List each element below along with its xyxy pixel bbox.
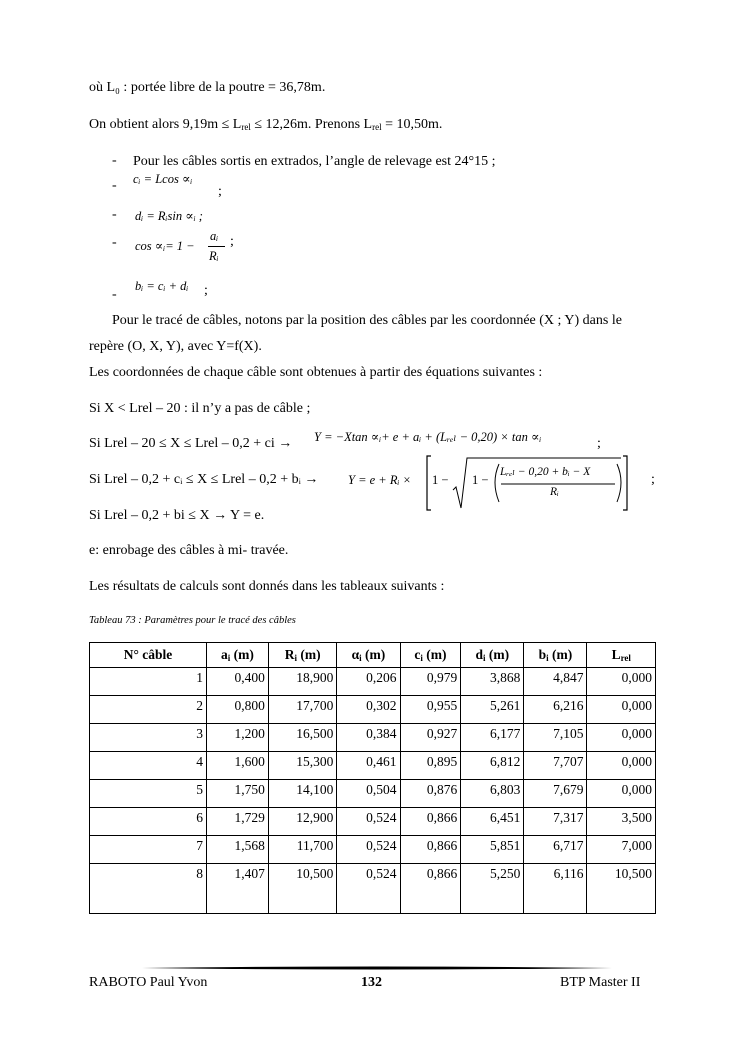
table-cell: 0,524 <box>337 836 400 864</box>
equation-cos: cos ∝ᵢ= 1 − <box>135 239 195 253</box>
table-cell: 0,895 <box>400 752 461 780</box>
condition-3: Si Lrel – 0,2 + cᵢ ≤ X ≤ Lrel – 0,2 + bᵢ → <box>89 472 319 487</box>
condition-2-equation: Y = −Xtan ∝ᵢ+ e + aᵢ + (Lᵣₑₗ − 0,20) × tan ∝ᵢ <box>314 430 542 444</box>
table-cell: 0,524 <box>337 808 400 836</box>
table-cell: 0,979 <box>400 668 461 696</box>
equation-ci: cᵢ = Lcos ∝ᵢ <box>133 172 193 186</box>
table-cell: 1 <box>90 668 207 696</box>
equation-cos-numerator: aᵢ <box>210 229 219 243</box>
bullet-dash: - <box>112 235 117 250</box>
footer-divider <box>142 966 612 970</box>
bullet-dash: - <box>112 178 117 193</box>
table-cell: 7,707 <box>524 752 587 780</box>
table-cell: 0,000 <box>587 752 656 780</box>
table-cell: 0,384 <box>337 724 400 752</box>
table-cell: 0,461 <box>337 752 400 780</box>
table-cell: 7 <box>90 836 207 864</box>
bullet-dash: - <box>112 287 117 302</box>
equation-di: dᵢ = Rᵢsin ∝ᵢ ; <box>135 209 203 223</box>
table-cell: 8 <box>90 864 207 914</box>
table-row <box>90 724 656 752</box>
condition-3-inner-one: 1 − <box>472 473 489 487</box>
table-cell: 6,451 <box>461 808 524 836</box>
table-caption: Tableau 73 : Paramètres pour le tracé des câbles <box>89 615 296 626</box>
column-header: $R_i$ (m) <box>268 643 336 668</box>
table-cell: 6,812 <box>461 752 524 780</box>
paragraph-trace-line2: repère (O, X, Y), avec Y=f(X). <box>89 339 262 354</box>
table-cell: 10,500 <box>587 864 656 914</box>
table-cell: 7,000 <box>587 836 656 864</box>
table-cell: 0,206 <box>337 668 400 696</box>
table-cell: 6 <box>90 808 207 836</box>
page-number: 132 <box>361 975 382 990</box>
equation-bi: bᵢ = cᵢ + dᵢ <box>135 279 189 293</box>
condition-2: Si Lrel – 20 ≤ X ≤ Lrel – 0,2 + ci → <box>89 436 293 451</box>
table-cell: 14,100 <box>268 780 336 808</box>
table-cell: 1,407 <box>207 864 269 914</box>
table-cell: 3 <box>90 724 207 752</box>
table-cell: 5 <box>90 780 207 808</box>
condition-3-numerator: Lᵣₑₗ − 0,20 + bᵢ − X <box>500 466 591 478</box>
paragraph-enrobage: e: enrobage des câbles à mi- travée. <box>89 543 289 558</box>
table-cell: 3,500 <box>587 808 656 836</box>
table-cell: 0,866 <box>400 808 461 836</box>
column-header: $b_i$ (m) <box>524 643 587 668</box>
table-row <box>90 808 656 836</box>
table-cell: 7,105 <box>524 724 587 752</box>
table-cell: 1,568 <box>207 836 269 864</box>
column-header: $L_{rel}$ <box>587 643 656 668</box>
condition-3-one: 1 − <box>432 473 449 487</box>
condition-3-denominator: Rᵢ <box>550 486 559 498</box>
table-cell: 0,800 <box>207 696 269 724</box>
paragraph-lrel-range: On obtient alors 9,19m ≤ Lrel ≤ 12,26m. Prenons Lrel = 10,50m. <box>89 117 443 132</box>
table-cell: 6,216 <box>524 696 587 724</box>
paragraph-coordinates: Les coordonnées de chaque câble sont obtenues à partir des équations suivantes : <box>89 365 543 380</box>
cable-parameters-table <box>89 642 656 914</box>
footer-author: RABOTO Paul Yvon <box>89 975 208 990</box>
table-cell: 6,803 <box>461 780 524 808</box>
condition-3-end: ; <box>651 472 655 487</box>
table-cell: 0,866 <box>400 864 461 914</box>
table-cell: 0,000 <box>587 780 656 808</box>
bullet-dash: - <box>112 153 117 168</box>
table-cell: 17,700 <box>268 696 336 724</box>
condition-3-equation-left: Y = e + Rᵢ × <box>348 473 412 487</box>
table-cell: 12,900 <box>268 808 336 836</box>
table-row <box>90 836 656 864</box>
table-cell: 0,302 <box>337 696 400 724</box>
table-cell: 7,317 <box>524 808 587 836</box>
table-cell: 2 <box>90 696 207 724</box>
table-cell: 6,116 <box>524 864 587 914</box>
table-cell: 0,866 <box>400 836 461 864</box>
table-row <box>90 780 656 808</box>
fraction-bar <box>208 246 225 247</box>
table-cell: 6,177 <box>461 724 524 752</box>
table-cell: 4 <box>90 752 207 780</box>
table-cell: 4,847 <box>524 668 587 696</box>
equation-cos-end: ; <box>230 234 234 249</box>
bullet-extrados-angle: Pour les câbles sortis en extrados, l’angle de relevage est 24°15 ; <box>133 154 496 169</box>
column-header: $c_i$ (m) <box>400 643 461 668</box>
table-cell: 6,717 <box>524 836 587 864</box>
table-cell: 7,679 <box>524 780 587 808</box>
table-cell: 0,524 <box>337 864 400 914</box>
table-row <box>90 752 656 780</box>
table-cell: 5,851 <box>461 836 524 864</box>
table-cell: 1,729 <box>207 808 269 836</box>
equation-cos-denominator: Rᵢ <box>209 249 219 263</box>
column-header: $a_i$ (m) <box>207 643 269 668</box>
table-cell: 1,750 <box>207 780 269 808</box>
table-cell: 0,000 <box>587 668 656 696</box>
footer-program: BTP Master II <box>560 975 641 990</box>
paragraph-trace-line1: Pour le tracé de câbles, notons par la position des câbles par les coordonnée (X ; Y) dans le <box>112 313 622 328</box>
table-row <box>90 668 656 696</box>
table-cell: 15,300 <box>268 752 336 780</box>
table-cell: 0,000 <box>587 696 656 724</box>
condition-2-end: ; <box>597 436 601 451</box>
condition-4: Si Lrel – 0,2 + bi ≤ X → Y = e. <box>89 508 265 523</box>
table-cell: 0,000 <box>587 724 656 752</box>
table-cell: 11,700 <box>268 836 336 864</box>
paragraph-results-intro: Les résultats de calculs sont donnés dans les tableaux suivants : <box>89 579 445 594</box>
table-cell: 0,955 <box>400 696 461 724</box>
table-cell: 0,876 <box>400 780 461 808</box>
column-header: N° câble <box>90 643 207 668</box>
table-cell: 18,900 <box>268 668 336 696</box>
table-cell: 3,868 <box>461 668 524 696</box>
table-cell: 16,500 <box>268 724 336 752</box>
table-cell: 0,927 <box>400 724 461 752</box>
table-row <box>90 696 656 724</box>
equation-ci-end: ; <box>218 184 222 199</box>
table-header-row <box>90 643 656 668</box>
table-cell: 1,600 <box>207 752 269 780</box>
table-cell: 5,261 <box>461 696 524 724</box>
table-cell: 0,504 <box>337 780 400 808</box>
condition-3-bracket-expression <box>425 452 635 514</box>
bullet-dash: - <box>112 207 117 222</box>
column-header: $d_i$ (m) <box>461 643 524 668</box>
column-header: $\alpha_i$ (m) <box>337 643 400 668</box>
table-cell: 0,400 <box>207 668 269 696</box>
paragraph-span-length: où L₀ : portée libre de la poutre = 36,78m. <box>89 80 326 95</box>
equation-bi-end: ; <box>204 283 208 298</box>
table-cell: 5,250 <box>461 864 524 914</box>
condition-1: Si X < Lrel – 20 : il n’y a pas de câble ; <box>89 401 311 416</box>
table-row <box>90 864 656 914</box>
table-cell: 1,200 <box>207 724 269 752</box>
table-cell: 10,500 <box>268 864 336 914</box>
